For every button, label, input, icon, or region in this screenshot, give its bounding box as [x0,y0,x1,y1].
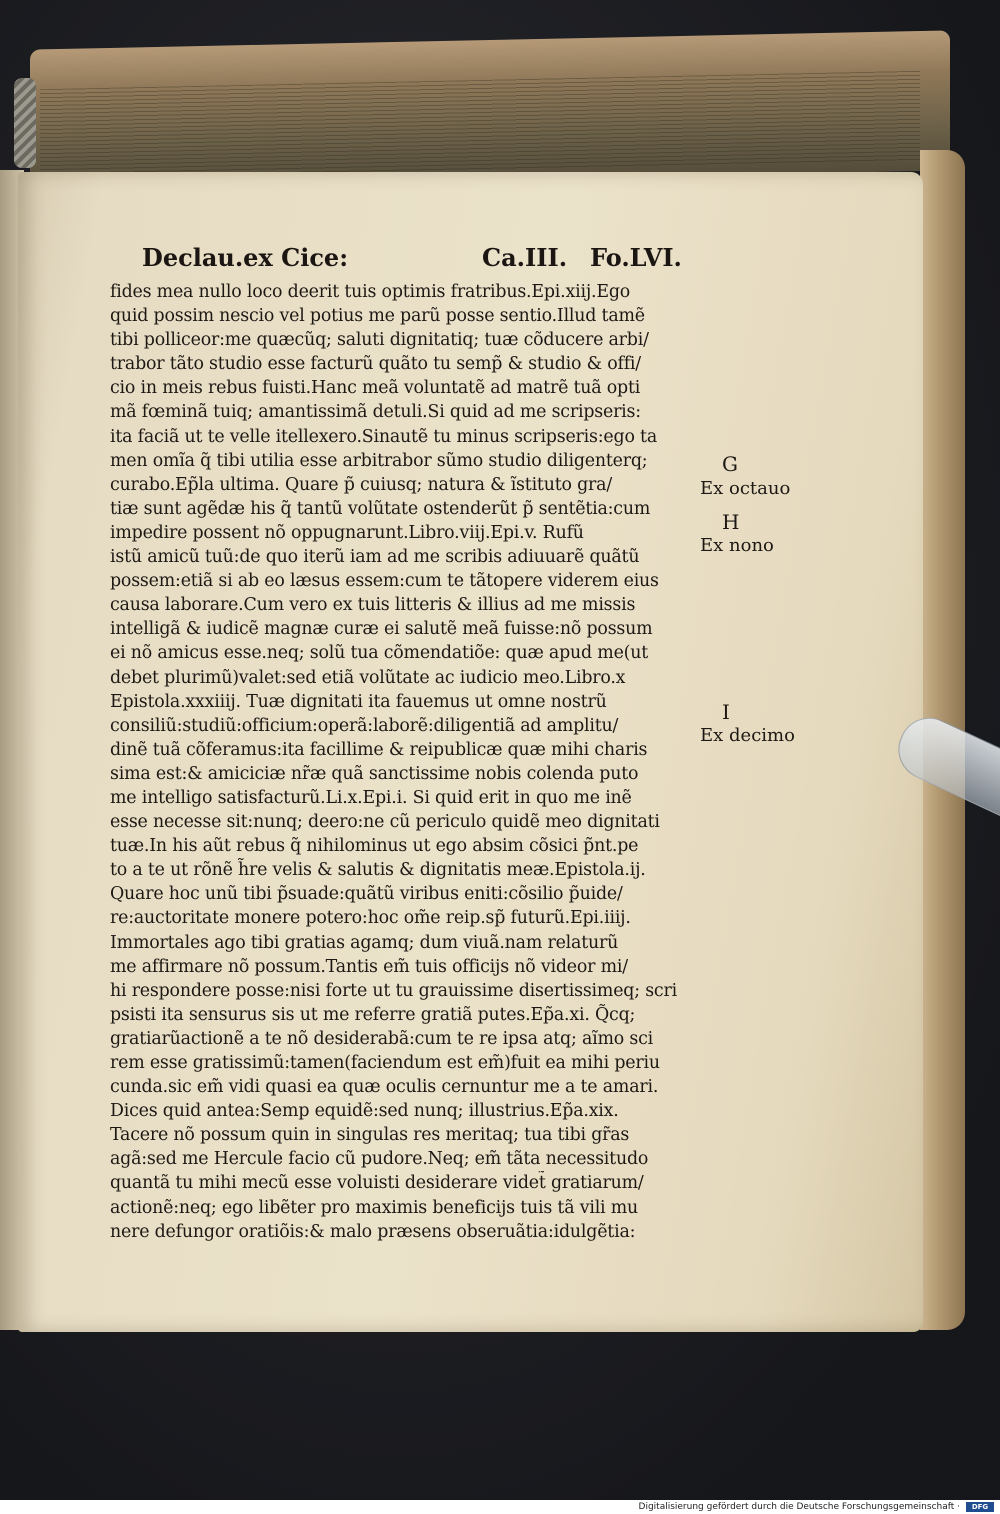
text-line: nere defungor oratiõis:& malo præsens obseruãtia:idulgẽtia: [110,1221,636,1242]
text-line: causa laborare.Cum vero ex tuis litteris & illius ad me missis [110,595,636,616]
margin-note-h: Ex nono [700,535,774,556]
text-line: quid possim nescio vel potius me parũ posse sentio.Illud tamẽ [110,306,645,327]
text-line: tuæ.In his aũt rebus q̃ nihilominus ut ego absim cõsici p̃nt.pe [110,836,639,857]
text-line: Quare hoc unũ tibi p̃suade:quãtũ viribus eniti:cõsilio p̃uide/ [110,884,623,905]
text-line: hi respondere posse:nisi forte ut tu grauissime disertissimeq; scri [110,980,677,1001]
margin-letter-i: I [722,700,730,724]
text-line: gratiarũactionẽ a te nõ desiderabã:cum te re ipsa atq; aĩmo sci [110,1028,654,1049]
text-line: intelligã & iudicẽ magnæ curæ ei salutẽ meã fuisse:nõ possum [110,619,653,640]
text-line: debet plurimũ)valet:sed etiã volũtate ac iudicio meo.Libro.x [110,667,626,688]
footer-credit: Digitalisierung gefördert durch die Deutsche Forschungsgemeinschaft · [638,1502,960,1512]
margin-letter-h: H [722,510,740,534]
text-line: mã fœminã tuiq; amantissimã detuli.Si quid ad me scripseris: [110,402,641,423]
text-line: possem:etiã si ab eo læsus essem:cum te tãtopere viderem eius [110,571,659,592]
text-line: re:auctoritate monere potero:hoc om̃e reip.sp̃ futurũ.Epi.iiij. [110,908,631,929]
footer-bar [0,1500,1000,1514]
margin-letter-g: G [722,452,738,476]
margin-note-g: Ex octauo [700,478,791,499]
text-line: cunda.sic em̃ vidi quasi ea quæ oculis cernuntur me a te amari. [110,1077,659,1098]
running-title: Declau.ex Cice: [142,243,349,272]
text-line: cio in meis rebus fuisti.Hanc meã voluntatẽ ad matrẽ tuã opti [110,378,641,399]
dfg-logo-icon: DFG [966,1502,994,1512]
text-line: tiæ sunt agẽdæ his q̃ tantũ volũtate ostenderũt p̃ sentẽtia:cum [110,498,651,519]
text-line: consiliũ:studiũ:officium:operã:laborẽ:diligentiã ad amplitu/ [110,715,619,736]
chapter-label: Ca.III. [482,243,568,272]
text-line: dinẽ tuã cõferamus:ita facillime & reipublicæ quæ mihi charis [110,739,648,760]
text-line: to a te ut rõnẽ h̃re velis & salutis & dignitatis meæ.Epistola.ij. [110,860,646,881]
page-header [142,243,702,283]
body-text [110,280,700,1244]
text-line: psisti ita sensurus sis ut me referre gratiã putes.Ep̃a.xi. Q̃cq; [110,1004,636,1025]
text-line: actionẽ:neq; ego libẽter pro maximis beneficijs tuis tã vili mu [110,1197,639,1218]
text-line: Dices quid antea:Semp equidẽ:sed nunq; illustrius.Ep̃a.xix. [110,1101,619,1122]
text-line: trabor tãto studio esse facturũ quãto tu semp̃ & studio & offi/ [110,354,641,375]
text-line: men omĩa q̃ tibi utilia esse arbitrabor sũmo studio diligenterq; [110,450,648,471]
text-line: fides mea nullo loco deerit tuis optimis fratribus.Epi.xiij.Ego [110,282,631,302]
text-line: istũ amicũ tuũ:de quo iterũ iam ad me scribis adiuuarẽ quãtũ [110,547,640,568]
text-line: Tacere nõ possum quin in singulas res meritaq; tua tibi gr̃as [110,1125,630,1146]
page-stack-lines [40,71,920,179]
text-line: Immortales ago tibi gratias agamq; dum viuã.nam relaturũ [110,932,619,953]
binding-cord [14,78,36,168]
text-line: Epistola.xxxiiij. Tuæ dignitati ita fauemus ut omne nostrũ [110,691,607,712]
text-line: sima est:& amiciciæ nr̃æ quã sanctissime nobis colenda puto [110,763,639,784]
text-line: me affirmare nõ possum.Tantis em̃ tuis officijs nõ videor mi/ [110,956,628,977]
margin-note-i: Ex decimo [700,725,795,746]
text-line: agã:sed me Hercule facio cũ pudore.Neq; em̃ tãta necessitudo [110,1149,649,1170]
text-line: quantã tu mihi mecũ esse voluisti desiderare videt̃ gratiarum/ [110,1173,644,1194]
text-line: me intelligo satisfacturũ.Li.x.Epi.i. Si quid erit in quo me inẽ [110,787,632,808]
text-line: ita faciã ut te velle itellexero.Sinautẽ tu minus scripseris:ego ta [110,426,657,447]
text-line: esse necesse sit:nunq; deero:ne cũ periculo quidẽ meo dignitati [110,812,660,833]
text-line: tibi polliceor:me quæcũq; saluti dignitatiq; tuæ cõducere arbi/ [110,330,649,351]
text-line: rem esse gratissimũ:tamen(faciendum est em̃)fuit ea mihi periu [110,1053,660,1073]
text-line: ei nõ amicus esse.neq; solũ tua cõmendatiõe: quæ apud me(ut [110,643,649,664]
text-line: impedire possent nõ oppugnarunt.Libro.viij.Epi.v. Rufũ [110,522,584,543]
text-line: curabo.Ep̃la ultima. Quare p̃ cuiusq; natura & ĩstituto gra/ [110,474,612,495]
folio-number: Fo.LVI. [590,243,682,272]
